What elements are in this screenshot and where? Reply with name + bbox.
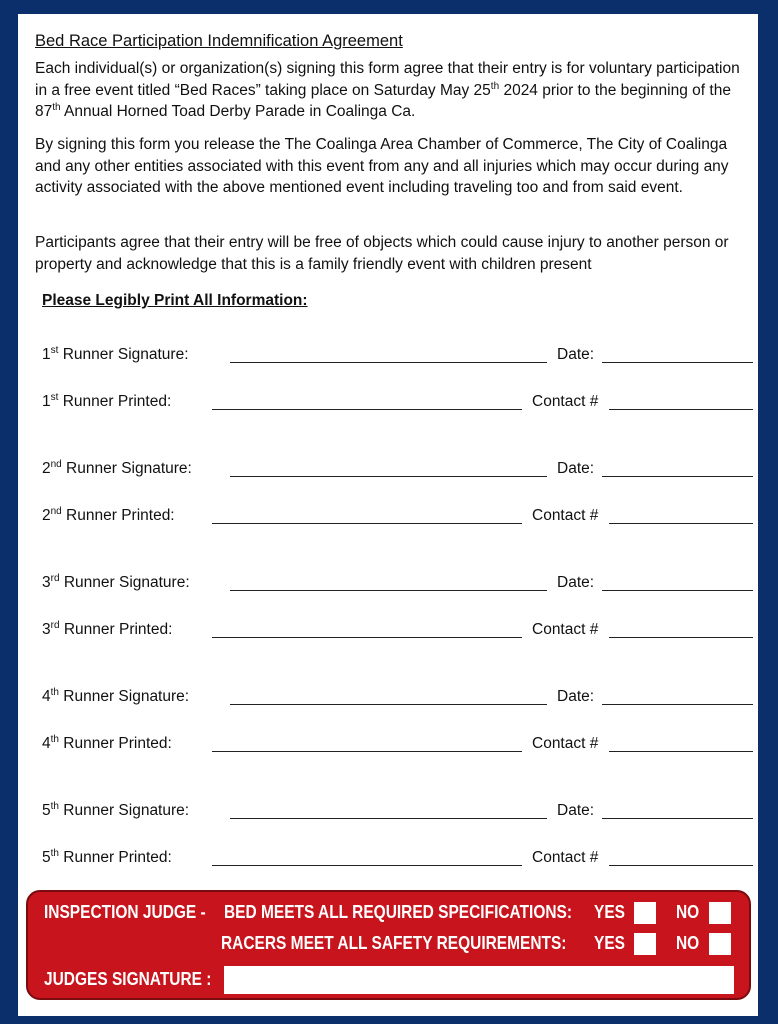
runner-5-printed-field[interactable] xyxy=(212,865,522,866)
racers-no-checkbox[interactable] xyxy=(709,933,731,955)
runner-number: 5 xyxy=(42,849,51,866)
safety-paragraph: Participants agree that their entry will be free of objects which could cause injury to another person or property and acknowledge that this is a family friendly event with children present xyxy=(35,234,729,273)
runner-ordinal: rd xyxy=(50,619,60,631)
racers-no-label: NO xyxy=(676,933,700,953)
runner-4-contact-label: Contact # xyxy=(532,735,599,752)
racers-yes-checkbox[interactable] xyxy=(634,933,656,955)
runner-5-date-label: Date: xyxy=(557,802,595,819)
runner-4-signature-field[interactable] xyxy=(230,704,547,705)
runner-5-contact-label: Contact # xyxy=(532,849,599,866)
runner-1-date-field[interactable] xyxy=(602,362,753,363)
runner-1-contact-label: Contact # xyxy=(532,393,599,410)
runner-ordinal: th xyxy=(50,800,59,812)
runner-label-text: Runner Signature: xyxy=(59,574,190,591)
runner-2-printed-field[interactable] xyxy=(212,523,522,524)
runner-1-printed-field[interactable] xyxy=(212,409,522,410)
runner-4-date-field[interactable] xyxy=(602,704,753,705)
runner-2-date-field[interactable] xyxy=(602,476,753,477)
runner-4-printed-row xyxy=(42,733,742,753)
runner-number: 1 xyxy=(42,346,51,363)
runner-number: 4 xyxy=(42,688,51,705)
runner-3-contact-label: Contact # xyxy=(532,621,599,638)
runner-3-printed-field[interactable] xyxy=(212,637,522,638)
runner-label-text: Runner Printed: xyxy=(58,393,172,410)
runner-ordinal: nd xyxy=(50,458,62,470)
runner-1-printed-row xyxy=(42,391,742,411)
runner-2-signature-field[interactable] xyxy=(230,476,547,477)
runner-2-printed-label xyxy=(42,507,175,525)
runner-2-printed-row xyxy=(42,505,742,525)
runner-5-contact-field[interactable] xyxy=(609,865,753,866)
runner-3-printed-label xyxy=(42,621,172,639)
runner-number: 2 xyxy=(42,507,51,524)
runner-1-signature-label xyxy=(42,346,189,364)
runner-4-printed-field[interactable] xyxy=(212,751,522,752)
runner-1-signature-row xyxy=(42,344,742,364)
inspection-judge-panel xyxy=(26,890,751,1000)
runner-2-signature-label xyxy=(42,460,192,478)
runner-label-text: Runner Printed: xyxy=(61,507,175,524)
runner-4-printed-label xyxy=(42,735,172,753)
runner-4-date-label: Date: xyxy=(557,688,595,705)
runner-ordinal: th xyxy=(50,686,59,698)
runner-number: 2 xyxy=(42,460,51,477)
bed-yes-label: YES xyxy=(594,902,625,922)
runner-3-contact-field[interactable] xyxy=(609,637,753,638)
runner-3-date-label: Date: xyxy=(557,574,595,591)
runner-number: 5 xyxy=(42,802,51,819)
runner-3-printed-row xyxy=(42,619,742,639)
runner-number: 3 xyxy=(42,574,51,591)
runner-3-signature-label xyxy=(42,574,190,592)
runner-ordinal: th xyxy=(50,847,59,859)
bed-spec-label: BED MEETS ALL REQUIRED SPECIFICATIONS: xyxy=(224,902,573,922)
document-title: Bed Race Participation Indemnification Agreement xyxy=(35,32,403,50)
release-paragraph: By signing this form you release the The Coalinga Area Chamber of Commerce, The City of Coalinga and any other entities associated with this event from any and all injuries which may occur during any activity associated with the above mentioned event including traveling too and from said event. xyxy=(35,136,729,196)
runner-5-signature-field[interactable] xyxy=(230,818,547,819)
runner-number: 3 xyxy=(42,621,51,638)
runner-label-text: Runner Printed: xyxy=(59,621,173,638)
runner-ordinal: rd xyxy=(50,572,60,584)
runner-ordinal: nd xyxy=(50,505,62,517)
runner-2-signature-row xyxy=(42,458,742,478)
bed-yes-checkbox[interactable] xyxy=(634,902,656,924)
runner-4-signature-label xyxy=(42,688,189,706)
inspection-judge-label: INSPECTION JUDGE - xyxy=(44,902,206,922)
runner-1-contact-field[interactable] xyxy=(609,409,753,410)
form-page xyxy=(18,14,758,1016)
judges-signature-field[interactable] xyxy=(224,966,734,994)
runner-label-text: Runner Signature: xyxy=(58,802,190,819)
runner-4-signature-row xyxy=(42,686,742,706)
runner-1-signature-field[interactable] xyxy=(230,362,547,363)
runner-label-text: Runner Signature: xyxy=(61,460,192,477)
runner-5-printed-row xyxy=(42,847,742,867)
bed-no-checkbox[interactable] xyxy=(709,902,731,924)
runner-number: 1 xyxy=(42,393,51,410)
runner-3-signature-field[interactable] xyxy=(230,590,547,591)
racers-yes-label: YES xyxy=(594,933,625,953)
runner-3-date-field[interactable] xyxy=(602,590,753,591)
runner-1-printed-label xyxy=(42,393,171,411)
bed-no-label: NO xyxy=(676,902,700,922)
runner-2-contact-label: Contact # xyxy=(532,507,599,524)
runner-2-contact-field[interactable] xyxy=(609,523,753,524)
runner-5-signature-row xyxy=(42,800,742,820)
racers-safety-label: RACERS MEET ALL SAFETY REQUIREMENTS: xyxy=(221,933,567,953)
runner-ordinal: th xyxy=(50,733,59,745)
runner-5-printed-label xyxy=(42,849,172,867)
print-heading: Please Legibly Print All Information: xyxy=(42,292,308,309)
runner-ordinal: st xyxy=(50,344,59,356)
runner-3-signature-row xyxy=(42,572,742,592)
runner-ordinal: st xyxy=(50,391,59,403)
runner-label-text: Runner Printed: xyxy=(58,849,172,866)
intro-paragraph: Each individual(s) or organization(s) signing this form agree that their entry is for voluntary participation in a free event titled “Bed Races” taking place on Saturday May 25th 2024 prior to the beginning of the 87th Annual Horned Toad Derby Parade in Coalinga Ca. xyxy=(35,60,740,120)
runner-5-signature-label xyxy=(42,802,189,820)
runner-4-contact-field[interactable] xyxy=(609,751,753,752)
runner-5-date-field[interactable] xyxy=(602,818,753,819)
runner-1-date-label: Date: xyxy=(557,346,595,363)
runner-label-text: Runner Signature: xyxy=(58,346,189,363)
runner-label-text: Runner Printed: xyxy=(58,735,172,752)
runner-label-text: Runner Signature: xyxy=(58,688,190,705)
runner-number: 4 xyxy=(42,735,51,752)
judges-signature-label: JUDGES SIGNATURE : xyxy=(44,969,212,989)
runner-2-date-label: Date: xyxy=(557,460,595,477)
